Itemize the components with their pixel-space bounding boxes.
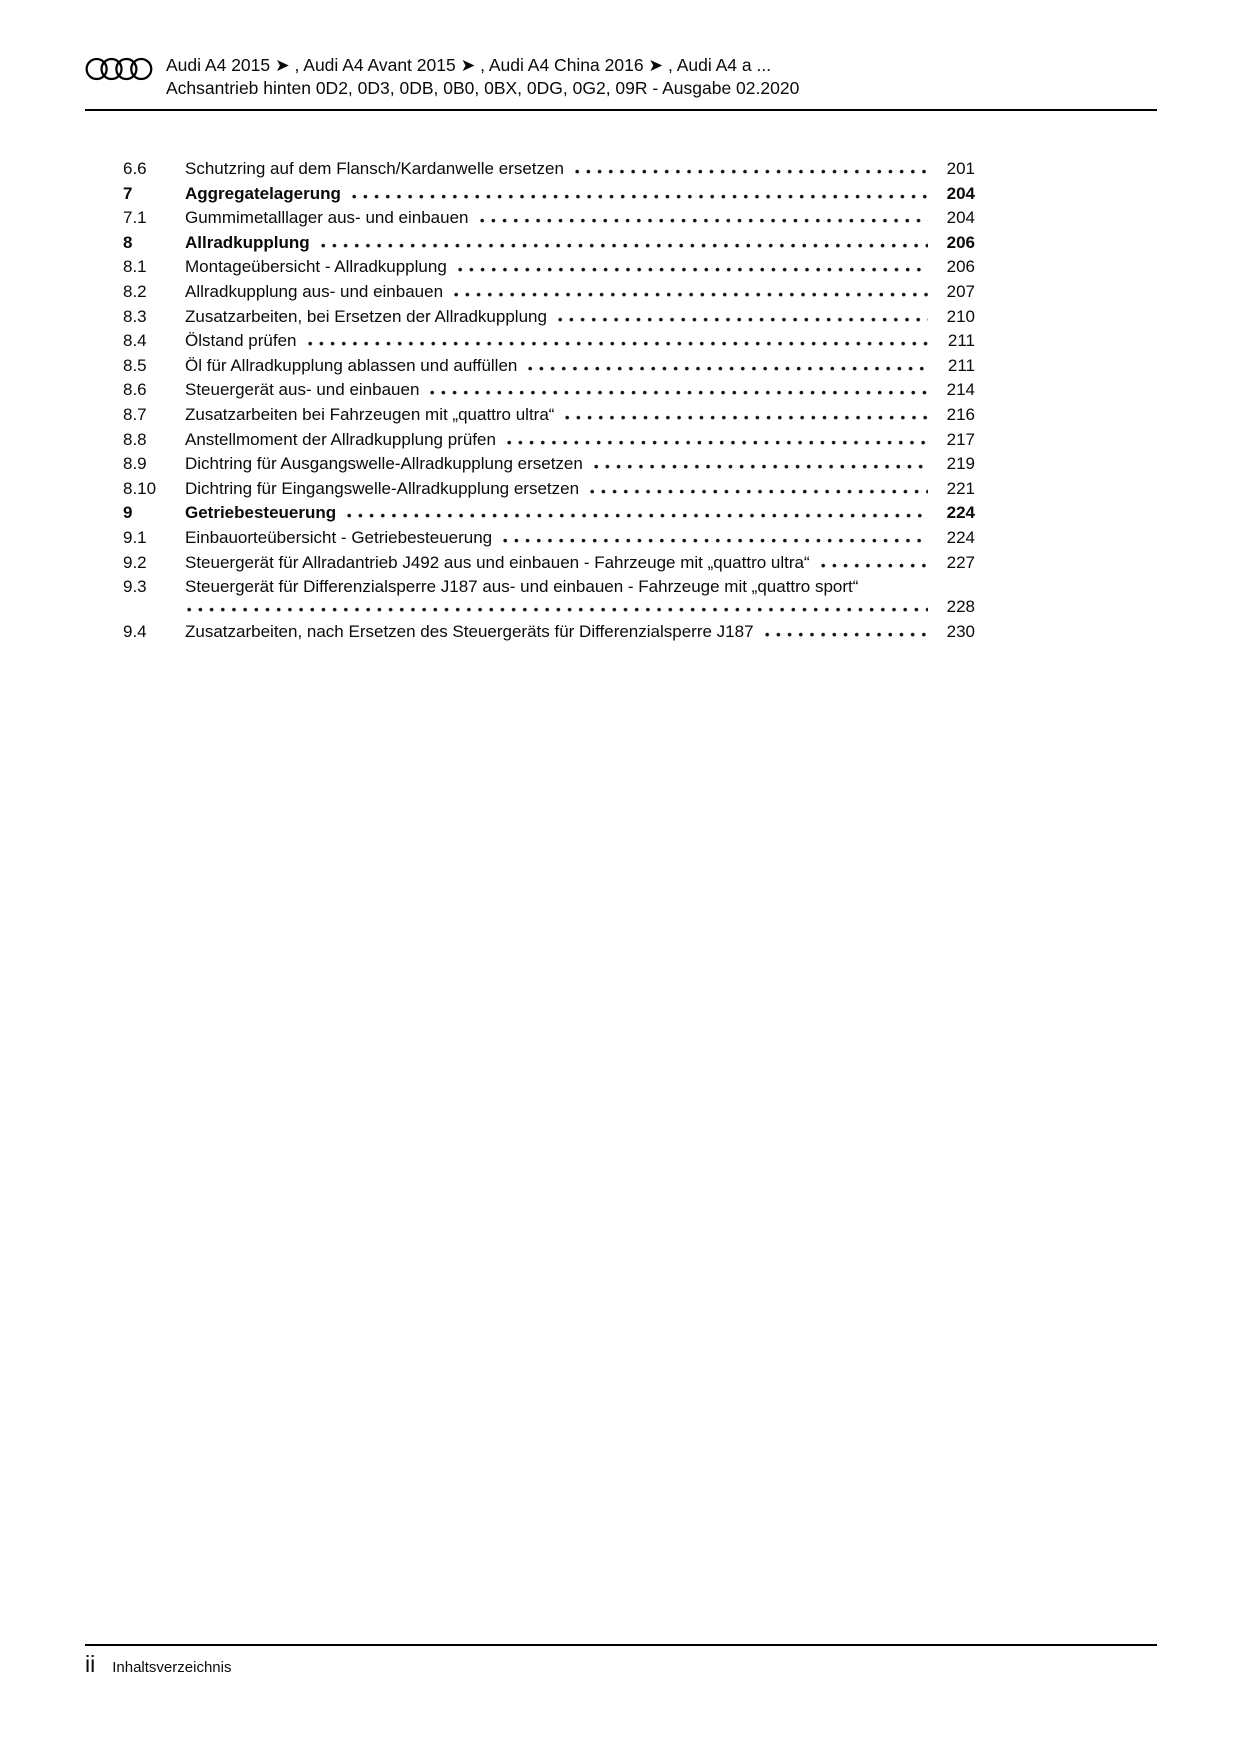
- toc-entry-number: 8.1: [123, 257, 147, 277]
- toc-entry-number: 8.5: [123, 355, 147, 375]
- toc-entry-page: 211: [947, 355, 975, 375]
- dot-leader: [590, 489, 928, 494]
- toc-entry-title: Zusatzarbeiten, nach Ersetzen des Steuergeräts für Differenzialsperre J187: [185, 621, 754, 641]
- toc-entry-number: 8.8: [123, 429, 147, 449]
- toc-entry-number: 7.1: [123, 208, 147, 228]
- page-header: [85, 54, 1157, 111]
- toc-entry-page: 204: [946, 183, 975, 203]
- toc-entry-number: 8.2: [123, 281, 147, 301]
- toc-entry-body: [185, 622, 975, 642]
- toc-entry-page: 201: [946, 159, 975, 178]
- toc-entry-body: [185, 282, 975, 302]
- dot-leader: [430, 390, 928, 395]
- toc-entry-body: [185, 528, 975, 548]
- toc-entry-body: [185, 331, 975, 351]
- toc-entry-number: 8.10: [123, 478, 157, 498]
- toc-entry-page: 217: [946, 429, 975, 449]
- dot-leader: [528, 366, 928, 371]
- toc-entry-number: 8: [123, 232, 133, 252]
- toc-entry-title: Getriebesteuerung: [185, 503, 337, 523]
- toc-entry-body: [185, 503, 975, 523]
- toc-entry-title: Steuergerät aus- und einbauen: [185, 380, 420, 400]
- toc-entry-number: 8.3: [123, 306, 147, 326]
- toc-entry: [123, 454, 975, 474]
- header-text: [166, 54, 799, 100]
- toc-entry-page: 204: [946, 208, 975, 228]
- toc-entry-page: 221: [946, 478, 975, 498]
- toc-entry-title: Zusatzarbeiten, bei Ersetzen der Allradkupplung: [185, 306, 547, 326]
- toc-entry-body: [185, 454, 975, 474]
- toc-entry: [123, 159, 975, 179]
- footer-section-label: Inhaltsverzeichnis: [112, 1659, 232, 1676]
- toc-entry-page: 210: [946, 306, 975, 326]
- toc-entry-number: 9.4: [123, 621, 147, 641]
- toc-entry-page: 219: [946, 454, 975, 474]
- toc-entry-title: Allradkupplung aus- und einbauen: [185, 281, 444, 301]
- toc-entry: [123, 208, 975, 228]
- toc-entry-number: 8.6: [123, 380, 147, 400]
- toc-entry: [123, 233, 975, 253]
- toc-entry-title: Steuergerät für Differenzialsperre J187 aus- und einbauen - Fahrzeuge mit „quattro sport“: [185, 577, 859, 597]
- toc-entry-title: Anstellmoment der Allradkupplung prüfen: [185, 429, 496, 449]
- toc-entry: [123, 528, 975, 548]
- toc-entry-page: 216: [946, 404, 975, 424]
- dot-leader: [187, 607, 928, 612]
- toc-entry-page: 206: [946, 257, 975, 277]
- toc-entry-number: 6.6: [123, 159, 147, 178]
- dot-leader: [347, 513, 928, 518]
- toc-entry-body: [185, 233, 975, 253]
- toc-entry-title: Dichtring für Ausgangswelle-Allradkupplung ersetzen: [185, 454, 583, 474]
- toc-entry-page: 224: [946, 527, 975, 547]
- toc-entry-body: [185, 405, 975, 425]
- toc-entry-number: 9.2: [123, 552, 147, 572]
- toc-entry-title: Zusatzarbeiten bei Fahrzeugen mit „quattro ultra“: [185, 404, 555, 424]
- toc-entry-page: 211: [947, 331, 975, 351]
- toc-entry-title: Schutzring auf dem Flansch/Kardanwelle ersetzen: [185, 159, 564, 178]
- footer-page-number: ii: [85, 1651, 96, 1677]
- toc-entry-number: 9: [123, 503, 133, 523]
- dot-leader: [558, 317, 928, 322]
- toc-entry: [123, 622, 975, 642]
- toc-entry-page: 228: [946, 597, 975, 617]
- toc-entry: [123, 553, 975, 573]
- toc-entry-title: Steuergerät für Allradantrieb J492 aus und einbauen - Fahrzeuge mit „quattro ultra“: [185, 552, 810, 572]
- toc-entry-title: Öl für Allradkupplung ablassen und auffüllen: [185, 355, 518, 375]
- dot-leader: [454, 292, 928, 297]
- dot-leader: [480, 218, 929, 223]
- dot-leader: [321, 243, 928, 248]
- toc-entry: [123, 479, 975, 499]
- toc-entry-number: 7: [123, 183, 133, 203]
- audi-rings-logo-icon: [85, 54, 153, 87]
- toc-list: [123, 159, 975, 646]
- toc-entry-body: [185, 380, 975, 400]
- dot-leader: [352, 194, 928, 199]
- toc-entry-number: 8.9: [123, 454, 147, 474]
- toc-entry: [123, 380, 975, 400]
- header-divider: [85, 109, 1157, 111]
- dot-leader: [565, 415, 928, 420]
- toc-entry-body: [185, 479, 975, 499]
- toc-entry-page: 214: [946, 380, 975, 400]
- toc-entry-body: [185, 208, 975, 228]
- toc-entry-page: 227: [946, 552, 975, 572]
- dot-leader: [821, 563, 928, 568]
- toc-entry-number: 9.3: [123, 577, 147, 597]
- toc-entry-title: Dichtring für Eingangswelle-Allradkupplung ersetzen: [185, 478, 580, 498]
- toc-entry: [123, 307, 975, 327]
- toc-entry-number: 8.7: [123, 404, 147, 424]
- footer-divider: [85, 1644, 1157, 1646]
- toc-entry-page: 224: [946, 503, 975, 523]
- toc-entry: [123, 503, 975, 523]
- toc-entry: [123, 356, 975, 376]
- toc-entry-title: Aggregatelagerung: [185, 183, 341, 203]
- toc-entry-body: [185, 356, 975, 376]
- page-footer: [85, 1644, 1157, 1678]
- toc-entry-body: [185, 577, 975, 617]
- dot-leader: [308, 341, 928, 346]
- toc-entry-title: Einbauorteübersicht - Getriebesteuerung: [185, 527, 493, 547]
- toc-entry-title: Gummimetalllager aus- und einbauen: [185, 208, 469, 228]
- toc-entry: [123, 184, 975, 204]
- dot-leader: [507, 440, 928, 445]
- toc-entry: [123, 257, 975, 277]
- dot-leader: [458, 267, 928, 272]
- dot-leader: [765, 632, 928, 637]
- header-subject-line: Achsantrieb hinten 0D2, 0D3, 0DB, 0B0, 0BX, 0DG, 0G2, 09R - Ausgabe 02.2020: [166, 78, 800, 98]
- toc-entry-title: Ölstand prüfen: [185, 331, 297, 351]
- toc-entry-body: [185, 430, 975, 450]
- toc-entry: [123, 577, 975, 617]
- toc-entry-body: [185, 553, 975, 573]
- toc-entry-number: 9.1: [123, 527, 147, 547]
- toc-entry-page: 230: [946, 621, 975, 641]
- dot-leader: [503, 538, 928, 543]
- toc-entry-body: [185, 307, 975, 327]
- toc-entry: [123, 430, 975, 450]
- toc-entry: [123, 331, 975, 351]
- toc-entry-body: [185, 257, 975, 277]
- toc-entry-page: 206: [946, 232, 975, 252]
- toc-entry-number: 8.4: [123, 331, 147, 351]
- toc-entry: [123, 282, 975, 302]
- toc-entry: [123, 405, 975, 425]
- toc-entry-body: [185, 184, 975, 204]
- toc-entry-page: 207: [946, 281, 975, 301]
- dot-leader: [594, 464, 928, 469]
- toc-entry-body: [185, 159, 975, 179]
- toc-entry-title: Allradkupplung: [185, 232, 310, 252]
- toc-entry-title: Montageübersicht - Allradkupplung: [185, 257, 447, 277]
- header-model-line: Audi A4 2015 ➤ , Audi A4 Avant 2015 ➤ , Audi A4 China 2016 ➤ , Audi A4 a ...: [166, 55, 772, 75]
- dot-leader: [575, 169, 928, 174]
